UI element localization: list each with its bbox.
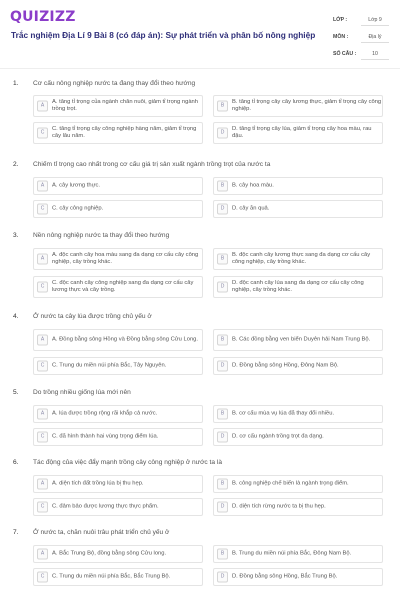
option-letter-badge: B: [217, 549, 228, 560]
question-text: Nền nông nghiệp nước ta thay đổi theo hướng: [33, 232, 170, 239]
option-letter-badge: A: [37, 409, 48, 420]
question-text: Cơ cấu nông nghiệp nước ta đang thay đổi theo hướng: [33, 80, 196, 87]
meta-label: MÔN :: [333, 34, 349, 40]
quizizz-logo[interactable]: QUIZIZZ: [10, 9, 76, 25]
question-text: Tác động của việc đẩy mạnh trồng cây công nghiệp ở nước ta là: [33, 459, 223, 466]
meta-row-class: [333, 13, 393, 30]
meta-value: Địa lý: [361, 31, 389, 43]
option-text: D. cơ cấu ngành trồng trọt đa dạng.: [232, 433, 324, 440]
option-d[interactable]: [213, 122, 383, 144]
question-number: 4.: [13, 313, 19, 320]
quiz-title: Trắc nghiệm Địa Lí 9 Bài 8 (có đáp án): Sự phát triển và phân bố nông nghiệp: [11, 30, 316, 40]
option-c[interactable]: [33, 568, 203, 586]
option-text: C. đã hình thành hai vùng trọng điểm lúa.: [52, 433, 159, 440]
option-text: A. lúa được trồng rộng rãi khắp cả nước.: [52, 410, 158, 417]
option-letter-badge: A: [37, 254, 48, 265]
option-letter-badge: D: [217, 361, 228, 372]
question-number: 3.: [13, 232, 19, 239]
option-letter-badge: D: [217, 572, 228, 583]
option-text: D. tăng tỉ trọng cây lúa, giảm tỉ trọng cây hoa màu, rau đậu.: [232, 125, 372, 139]
option-a[interactable]: [33, 405, 203, 423]
option-letter-badge: D: [217, 432, 228, 443]
option-d[interactable]: [213, 568, 383, 586]
option-text: C. Trung du miền núi phía Bắc, Bắc Trung Bộ.: [52, 573, 171, 580]
option-letter-badge: C: [37, 432, 48, 443]
option-letter-badge: A: [37, 549, 48, 560]
option-text: B. độc canh cây lương thực sang đa dạng cơ cấu cây công nghiệp, cây trồng khác.: [232, 251, 371, 265]
option-letter-badge: B: [217, 101, 228, 112]
option-letter-badge: C: [37, 282, 48, 293]
option-text: B. cây hoa màu.: [232, 182, 274, 189]
option-text: B. Trung du miền núi phía Bắc, Đông Nam Bộ.: [232, 550, 352, 557]
question-number: 5.: [13, 389, 19, 396]
question-number: 7.: [13, 529, 19, 536]
option-b[interactable]: [213, 248, 383, 270]
option-letter-badge: A: [37, 479, 48, 490]
option-text: B. Các đồng bằng ven biển Duyên hải Nam Trung Bộ.: [232, 336, 371, 343]
option-c[interactable]: [33, 276, 203, 298]
option-text: B. công nghiệp chế biến là ngành trọng điểm.: [232, 480, 349, 487]
option-c[interactable]: [33, 200, 203, 218]
option-letter-badge: A: [37, 181, 48, 192]
meta-value: 10: [361, 48, 389, 60]
option-letter-badge: C: [37, 572, 48, 583]
option-letter-badge: D: [217, 502, 228, 513]
option-letter-badge: B: [217, 479, 228, 490]
option-d[interactable]: [213, 200, 383, 218]
option-letter-badge: B: [217, 409, 228, 420]
meta-value: Lớp 9: [361, 14, 389, 26]
option-d[interactable]: [213, 357, 383, 375]
option-text: C. tăng tỉ trọng cây công nghiệp hàng năm, giảm tỉ trọng cây lâu năm.: [52, 125, 197, 139]
option-letter-badge: C: [37, 204, 48, 215]
option-d[interactable]: [213, 498, 383, 516]
option-a[interactable]: [33, 329, 203, 351]
option-letter-badge: B: [217, 181, 228, 192]
option-text: B. cơ cấu mùa vụ lúa đã thay đổi nhiều.: [232, 410, 335, 417]
meta-row-count: [333, 47, 393, 64]
meta-row-subject: [333, 30, 393, 47]
option-text: C. Trung du miền núi phía Bắc, Tây Nguyên.: [52, 362, 167, 369]
option-a[interactable]: [33, 545, 203, 563]
option-letter-badge: B: [217, 254, 228, 265]
question-text: Ở nước ta, chăn nuôi trâu phát triển chủ yếu ở: [33, 529, 170, 536]
option-letter-badge: C: [37, 361, 48, 372]
option-text: A. độc canh cây hoa màu sang đa dạng cơ cấu cây công nghiệp, cây trồng khác.: [52, 251, 199, 265]
option-letter-badge: C: [37, 128, 48, 139]
quiz-meta-table: [333, 13, 393, 64]
option-c[interactable]: [33, 122, 203, 144]
option-a[interactable]: [33, 475, 203, 493]
option-text: D. cây ăn quả.: [232, 205, 270, 212]
option-text: A. cây lương thực.: [52, 182, 100, 189]
option-a[interactable]: [33, 248, 203, 270]
option-letter-badge: A: [37, 335, 48, 346]
option-b[interactable]: [213, 475, 383, 493]
option-text: D. diện tích rừng nước ta bị thu hẹp.: [232, 503, 326, 510]
option-letter-badge: D: [217, 282, 228, 293]
option-b[interactable]: [213, 177, 383, 195]
option-b[interactable]: [213, 95, 383, 117]
option-a[interactable]: [33, 177, 203, 195]
question-number: 1.: [13, 80, 19, 87]
question-number: 2.: [13, 161, 19, 168]
option-text: A. diện tích đất trồng lúa bị thu hẹp.: [52, 480, 144, 487]
option-c[interactable]: [33, 357, 203, 375]
option-text: D. độc canh cây lúa sang đa dạng cơ cấu cây công nghiệp, cây trồng khác.: [232, 279, 364, 293]
option-letter-badge: C: [37, 502, 48, 513]
option-letter-badge: A: [37, 101, 48, 112]
option-a[interactable]: [33, 95, 203, 117]
question-number: 6.: [13, 459, 19, 466]
option-letter-badge: B: [217, 335, 228, 346]
option-text: A. tăng tỉ trọng của ngành chăn nuôi, giảm tỉ trọng ngành trồng trọt.: [52, 98, 198, 112]
header-divider: [0, 68, 400, 69]
option-b[interactable]: [213, 329, 383, 351]
option-b[interactable]: [213, 405, 383, 423]
option-letter-badge: D: [217, 128, 228, 139]
option-text: D. Đồng bằng sông Hồng, Đông Nam Bộ.: [232, 362, 339, 369]
option-b[interactable]: [213, 545, 383, 563]
page-header: [0, 0, 400, 72]
meta-label: SỐ CÂU :: [333, 51, 357, 57]
option-text: A. Bắc Trung Bộ, đồng bằng sông Cửu long.: [52, 550, 167, 557]
option-text: B. tăng tỉ trọng cây cây lương thực, giảm tỉ trọng cây công nghiệp.: [232, 98, 382, 112]
option-text: D. Đồng bằng sông Hồng, Bắc Trung Bộ.: [232, 573, 338, 580]
option-letter-badge: D: [217, 204, 228, 215]
option-text: C. độc canh cây công nghiệp sang đa dạng cơ cấu cây lương thực và cây trồng.: [52, 279, 194, 293]
option-text: C. đảm bảo được lương thực thực phẩm.: [52, 503, 159, 510]
option-c[interactable]: [33, 498, 203, 516]
question-text: Ở nước ta cây lúa được trồng chủ yếu ở: [33, 313, 152, 320]
option-text: C. cây công nghiệp.: [52, 205, 104, 212]
question-text: Do trồng nhiều giống lúa mới nên: [33, 389, 131, 396]
option-d[interactable]: [213, 276, 383, 298]
option-text: A. Đồng bằng sông Hồng và Đồng bằng sông Cửu Long.: [52, 336, 199, 343]
option-d[interactable]: [213, 428, 383, 446]
question-text: Chiếm tỉ trọng cao nhất trong cơ cấu giá trị sản xuất ngành trồng trọt của nước ta: [33, 161, 271, 168]
option-c[interactable]: [33, 428, 203, 446]
meta-label: LỚP :: [333, 17, 348, 23]
